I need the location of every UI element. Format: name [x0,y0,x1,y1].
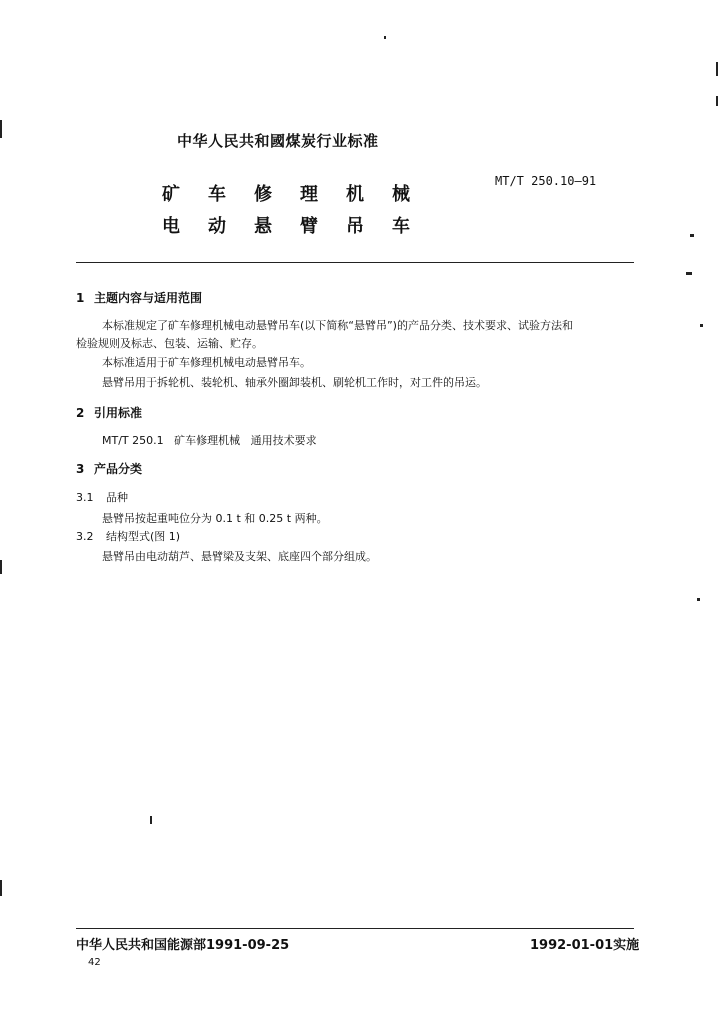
section-title: 主题内容与适用范围 [94,291,203,305]
paragraph: 本标准规定了矿车修理机械电动悬臂吊车(以下简称“悬臂吊”)的产品分类、技术要求、试验方法和 [102,319,573,332]
referenced-standard: MT/T 250.1 矿车修理机械 通用技术要求 [102,434,317,447]
paragraph: 悬臂吊按起重吨位分为 0.1 t 和 0.25 t 两种。 [102,512,328,525]
title-char: 电 [162,216,180,237]
subsection-3-2-heading [76,528,180,544]
title-char: 修 [254,184,272,205]
effective-date: 1992-01-01实施 [530,938,640,953]
standard-code: MT/T 250.10—91 [495,174,597,188]
scan-speck [716,62,718,76]
paragraph: 本标准适用于矿车修理机械电动悬臂吊车。 [102,356,311,369]
scan-speck [150,816,152,824]
title-char: 动 [208,216,226,237]
section-number: 1 [76,291,85,305]
subsection-3-1-heading [76,489,128,505]
scan-speck [700,324,703,327]
scan-speck [384,36,386,39]
title-char: 理 [300,184,318,205]
title-char: 机 [346,184,364,205]
standard-category: 中华人民共和國煤炭行业标准 [177,132,379,150]
title-char: 车 [208,184,226,205]
title-char: 械 [392,184,410,205]
scan-speck [716,96,718,106]
section-3-heading [76,460,142,477]
section-title: 产品分类 [94,462,143,476]
title-char: 悬 [254,216,272,237]
paragraph: 悬臂吊用于拆轮机、装轮机、轴承外圈卸装机、刷轮机工作时，对工件的吊运。 [102,376,487,389]
scan-speck [686,272,692,275]
section-number: 3 [76,462,85,476]
scan-speck [690,234,694,237]
document-title-line2 [162,212,438,238]
header-divider [76,262,634,263]
title-char: 吊 [346,216,364,237]
section-2-heading [76,404,142,421]
paragraph: 悬臂吊由电动葫芦、悬臂梁及支架、底座四个部分组成。 [102,550,377,563]
title-char: 臂 [300,216,318,237]
section-1-heading [76,289,202,306]
section-title: 引用标准 [94,406,143,420]
subsection-number: 3.1 [76,491,94,504]
title-char: 车 [392,216,410,237]
scan-speck [0,880,2,896]
section-number: 2 [76,406,85,420]
paragraph: 检验规则及标志、包装、运输、贮存。 [76,337,263,350]
subsection-title: 结构型式(图 1) [106,530,181,543]
scan-speck [0,560,2,574]
scan-speck [697,598,700,601]
subsection-title: 品种 [106,491,128,504]
document-title-line1 [162,180,438,206]
title-char: 矿 [162,184,180,205]
issuer-date: 中华人民共和国能源部1991-09-25 [76,938,290,953]
subsection-number: 3.2 [76,530,94,543]
footer-divider [76,928,634,929]
scan-speck [0,120,2,138]
page-number: 42 [88,957,101,968]
